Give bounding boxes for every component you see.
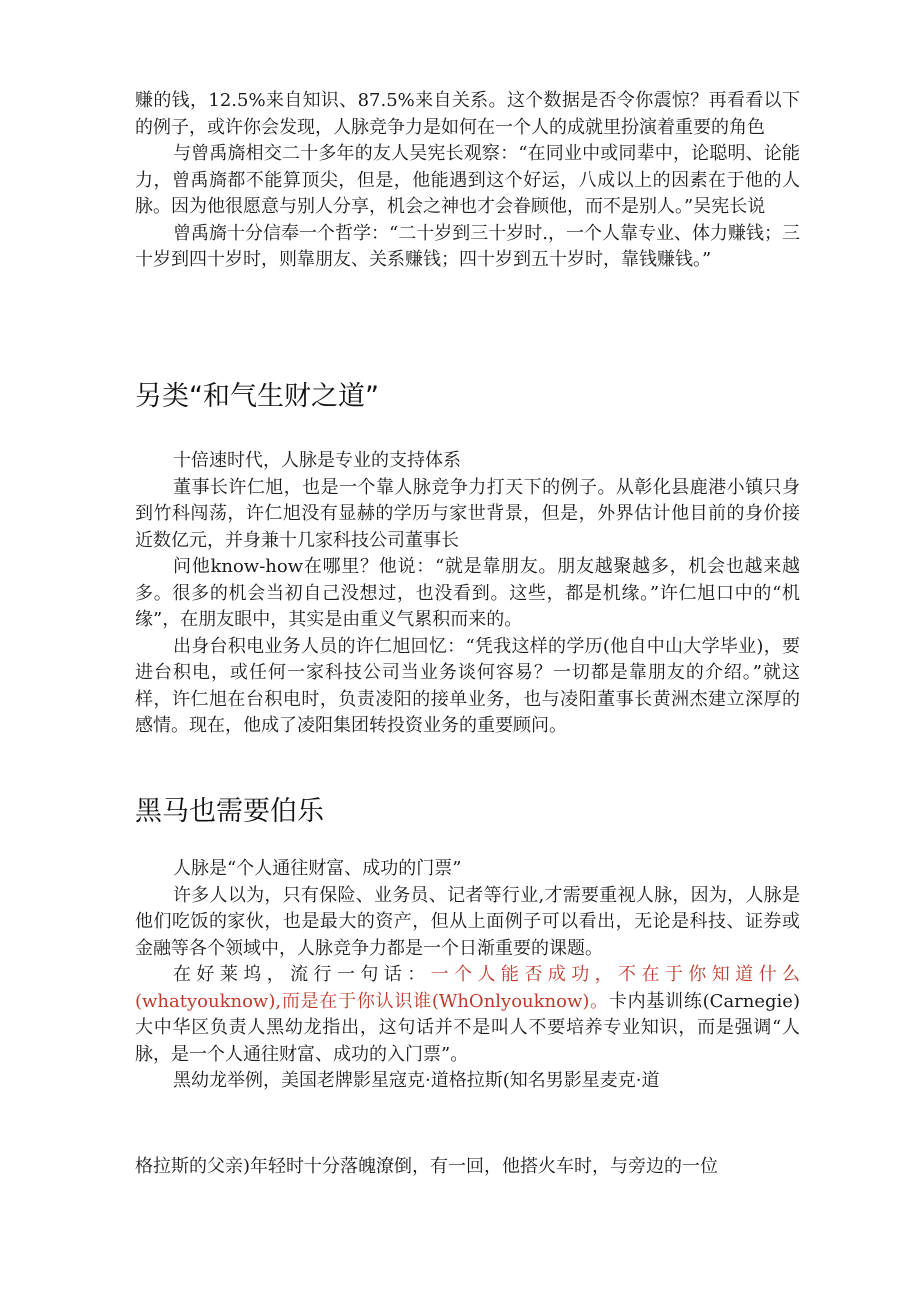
section-xu-renxu xyxy=(135,448,800,740)
paragraph-continuation: 格拉斯的父亲)年轻时十分落魄潦倒，有一回，他搭火车时，与旁边的一位 xyxy=(135,1156,719,1177)
paragraph-know-how: 问他know-how在哪里？他说：“就是靠朋友。朋友越聚越多，机会也越来越多。很多的机会当初自己没想过，也没看到。这些，都是机缘。”许仁旭口中的“机缘”，在朋友眼中，其实是由重义气累积而来的。 xyxy=(135,556,800,630)
paragraph-statistics: 赚的钱，12.5%来自知识、87.5%来自关系。这个数据是否令你震惊？再看看以下的例子，或许你会发现，人脉竞争力是如何在一个人的成就里扮演着重要的角色 xyxy=(135,90,800,138)
paragraph-industries: 许多人以为，只有保险、业务员、记者等行业,才需要重视人脉，因为，人脉是他们吃饭的家伙，也是最大的资产，但从上面例子可以看出，无论是科技、证券或金融等各个领域中，人脉竞争力都是一个日渐重要的课题。 xyxy=(135,884,800,959)
paragraph-subtitle-ticket: 人脉是“个人通往财富、成功的门票” xyxy=(173,858,462,879)
section-continuation xyxy=(135,1154,800,1181)
paragraph-kirk-douglas: 黑幼龙举例，美国老牌影星寇克·道格拉斯(知名男影星麦克·道 xyxy=(173,1070,660,1091)
paragraph-philosophy: 曾禹旖十分信奉一个哲学：“二十岁到三十岁时.，一个人靠专业、体力赚钱；三十岁到四十岁时，则靠朋友、关系赚钱；四十岁到五十岁时，靠钱赚钱。” xyxy=(135,222,800,270)
carnegie-explanation-text: 卡内基训练(Carnegie)大中华区负责人黑幼龙指出，这句话并不是叫人不要培养专业知识，而是强调“人脉，是一个人通往财富、成功的入门票”。 xyxy=(135,990,800,1065)
section-heading-harmony: 另类“和气生财之道” xyxy=(135,381,379,412)
hollywood-intro-text: 在好莱坞，流行一句话： xyxy=(173,964,431,985)
section-connections xyxy=(135,856,800,1095)
paragraph-chairman-xu: 董事长许仁旭，也是一个靠人脉竞争力打天下的例子。从彰化县鹿港小镇只身到竹科闯荡，许仁旭没有显赫的学历与家世背景，但是，外界估计他目前的身价接近数亿元，并身兼十几家科技公司董事长 xyxy=(135,476,800,551)
paragraph-tsmc-recall: 出身台积电业务人员的许仁旭回忆：“凭我这样的学历(他自中山大学毕业)，要进台积电，或任何一家科技公司当业务谈何容易？一切都是靠朋友的介绍。”就这样，许仁旭在台积电时，负责凌阳的接单业务，也与凌阳董事长黄洲杰建立深厚的感情。现在，他成了凌阳集团转投资业务的重要顾问。 xyxy=(135,635,800,736)
paragraph-wu-observation: 与曾禹旖相交二十多年的友人吴宪长观察：“在同业中或同辈中，论聪明、论能力，曾禹旖都不能算顶尖，但是，他能遇到这个好运，八成以上的因素在于他的人脉。因为他很愿意与别人分享，机会之神也才会眷顾他，而不是别人。”吴宪长说 xyxy=(135,143,800,217)
section-heading-dark-horse: 黑马也需要伯乐 xyxy=(135,796,324,827)
paragraph-subtitle-support: 十倍速时代，人脉是专业的支持体系 xyxy=(173,450,461,471)
hollywood-quote-highlight: 一个人能否成功，不在于你知道什么(whatyouknow),而是在于你认识谁(WhOnlyouknow)。 xyxy=(135,964,801,1012)
section-intro xyxy=(135,88,800,274)
paragraph-hollywood xyxy=(135,962,800,1068)
